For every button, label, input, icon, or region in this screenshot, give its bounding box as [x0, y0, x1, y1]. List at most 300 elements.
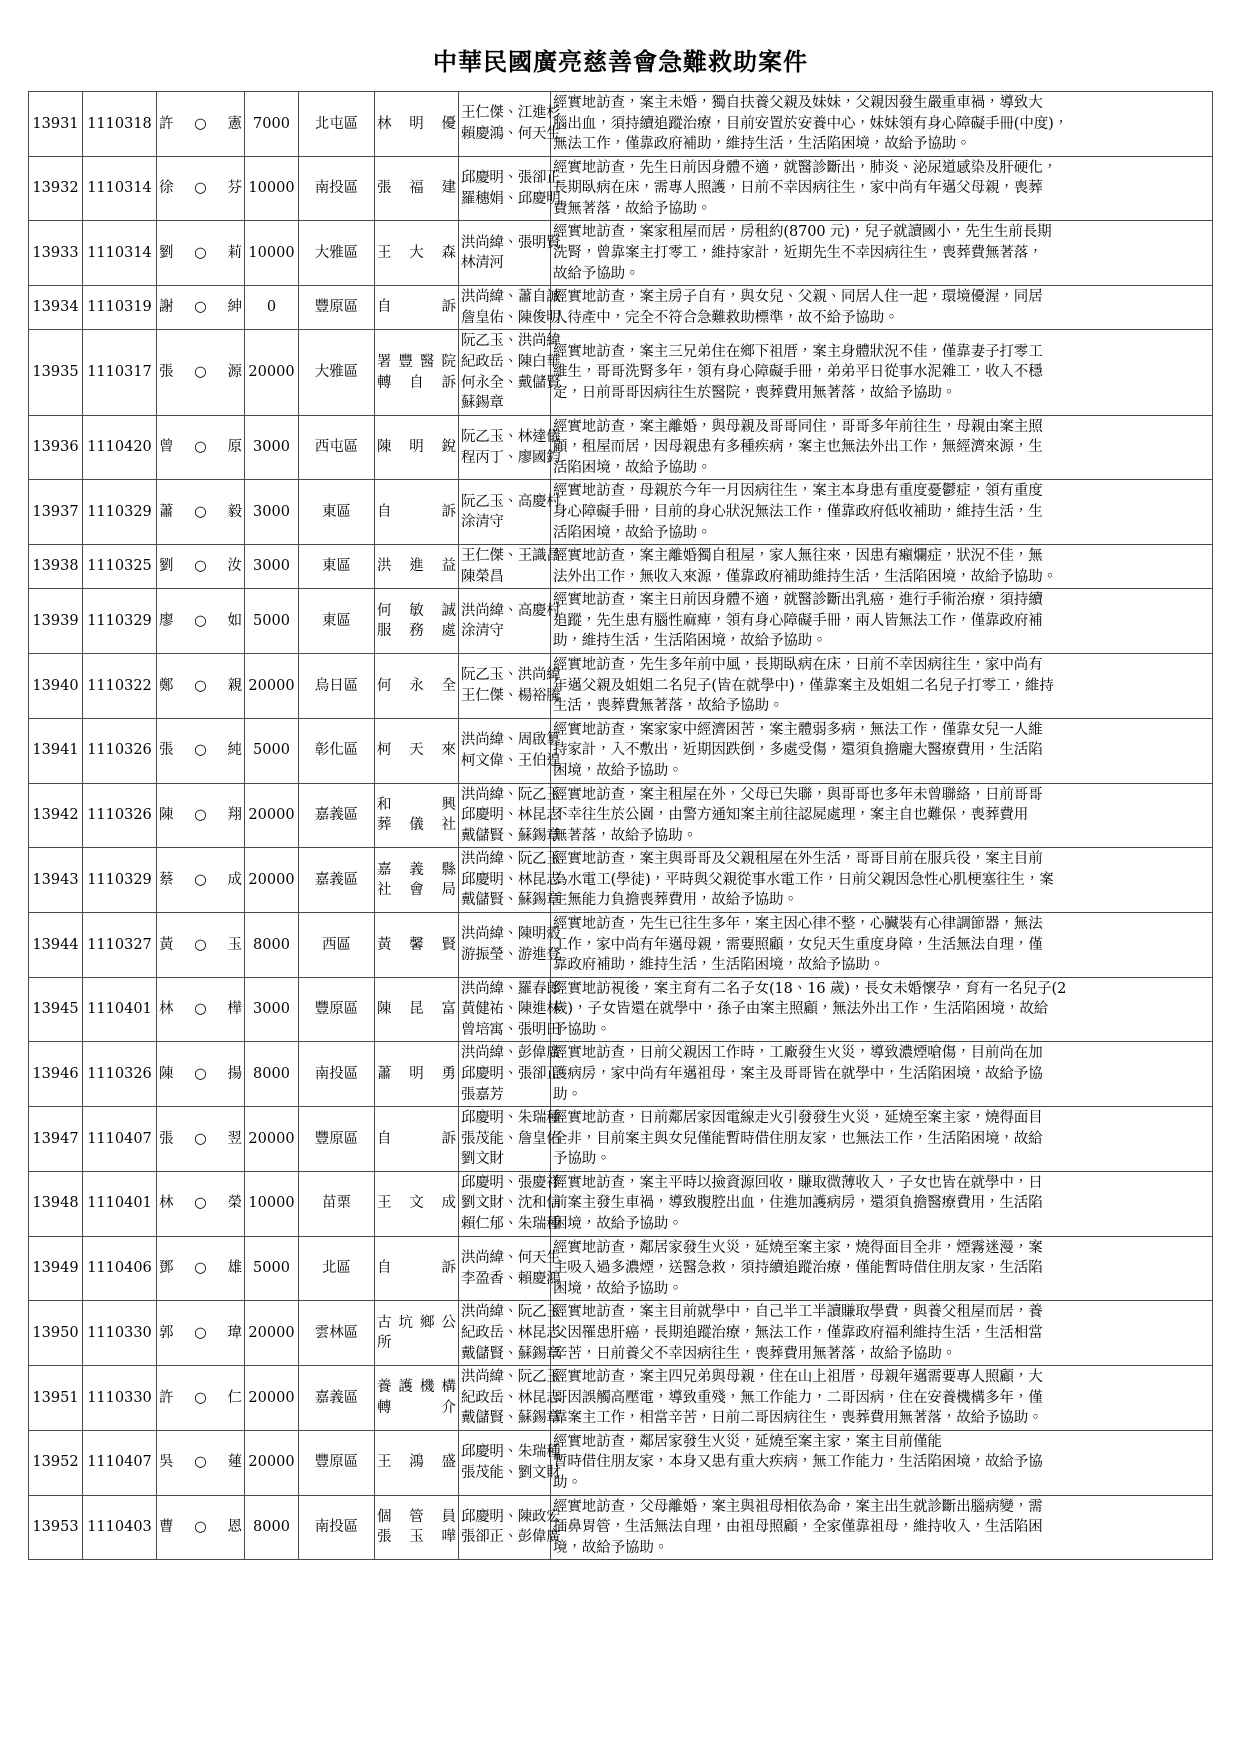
case-region: 豐原區	[299, 286, 375, 330]
description-line: 經實地訪查，案主房子自有，與女兒、父親、同居人住一起，環境優渥，同居	[553, 289, 1043, 306]
case-name: 廖 ○ 如	[157, 589, 245, 654]
description-line: 前案主發生車禍，導致腹腔出血，住進加護病房，還須負擔醫療費用，生活陷	[553, 1195, 1043, 1212]
case-name: 劉 ○ 莉	[157, 221, 245, 286]
source-line: 林 明 優	[377, 115, 456, 132]
case-id: 13941	[29, 718, 83, 783]
case-amount: 20000	[245, 654, 299, 719]
case-region: 東區	[299, 589, 375, 654]
source-line: 陳 明 銳	[377, 439, 456, 456]
description-line: 助，維持生活，生活陷困境，故給予協助。	[553, 633, 827, 650]
source-line: 署豐醫院	[377, 353, 456, 370]
volunteer-line: 李盈香、賴慶鴻	[461, 1270, 561, 1287]
volunteer-line: 劉文財	[461, 1151, 504, 1168]
description-line: 身心障礙手冊，目前的身心狀況無法工作，僅靠政府低收補助，維持生活，生	[553, 503, 1043, 520]
table-row	[29, 912, 1213, 977]
case-date: 1110317	[83, 330, 157, 415]
table-row	[29, 545, 1213, 589]
source-line: 自 訴	[377, 1260, 456, 1277]
case-date: 1110330	[83, 1301, 157, 1366]
volunteer-line: 王仁傑、江進杉	[461, 105, 561, 122]
volunteer-line: 林清河	[461, 255, 504, 272]
case-amount: 10000	[245, 156, 299, 221]
case-name: 許 ○ 仁	[157, 1366, 245, 1431]
case-volunteers	[459, 415, 561, 480]
case-amount: 5000	[245, 589, 299, 654]
volunteer-line: 戴儲賢、蘇錫章	[461, 1410, 561, 1427]
case-source	[375, 1301, 459, 1366]
case-description	[551, 1171, 1213, 1236]
volunteer-line: 洪尚緯、蕭自誠	[461, 289, 561, 306]
case-date: 1110407	[83, 1107, 157, 1172]
description-line: 腦出血，須持續追蹤治療，目前安置於安養中心，妹妹領有身心障礙手冊(中度)，	[553, 115, 1069, 132]
source-line: 張 玉 嘩	[377, 1529, 456, 1546]
case-date: 1110314	[83, 156, 157, 221]
case-source	[375, 1236, 459, 1301]
case-source	[375, 330, 459, 415]
source-line: 蕭 明 勇	[377, 1066, 456, 1083]
case-name: 吳 ○ 蓮	[157, 1430, 245, 1495]
volunteer-line: 戴儲賢、蘇錫章	[461, 827, 561, 844]
source-line: 養 護 機 構	[377, 1379, 456, 1396]
case-date: 1110322	[83, 654, 157, 719]
case-date: 1110329	[83, 848, 157, 913]
case-date: 1110318	[83, 92, 157, 157]
volunteer-line: 洪尚緯、周啟篡	[461, 732, 561, 749]
case-amount: 5000	[245, 1236, 299, 1301]
volunteer-line: 張嘉芳	[461, 1086, 504, 1103]
description-line: 生活，喪葬費無著落，故給予協助。	[553, 698, 784, 715]
description-line: 經實地訪視後，案主育有二名子女(18、16 歲)，長女未婚懷孕，育有一名兒子(2	[553, 980, 1067, 997]
case-source	[375, 480, 459, 545]
case-description	[551, 330, 1213, 415]
description-line: 持家計，入不敷出，近期因跌倒，多處受傷，還須負擔龐大醫療費用，生活陷	[553, 742, 1043, 759]
case-region: 嘉義區	[299, 1366, 375, 1431]
case-region: 東區	[299, 480, 375, 545]
volunteer-line: 柯文偉、王伯遑	[461, 752, 561, 769]
case-date: 1110401	[83, 977, 157, 1042]
volunteer-line: 張卻正、彭偉廣	[461, 1529, 561, 1546]
table-row	[29, 1236, 1213, 1301]
case-date: 1110326	[83, 718, 157, 783]
case-amount: 10000	[245, 221, 299, 286]
source-line: 何 永 全	[377, 677, 456, 694]
table-row	[29, 977, 1213, 1042]
case-name: 陳 ○ 翔	[157, 783, 245, 848]
case-description	[551, 156, 1213, 221]
case-date: 1110329	[83, 480, 157, 545]
case-date: 1110401	[83, 1171, 157, 1236]
case-id: 13933	[29, 221, 83, 286]
source-line: 葬 儀 社	[377, 817, 456, 834]
case-name: 徐 ○ 芬	[157, 156, 245, 221]
case-region: 彰化區	[299, 718, 375, 783]
case-volunteers	[459, 1301, 561, 1366]
case-description	[551, 718, 1213, 783]
volunteer-line: 洪尚緯、阮乙玉	[461, 1369, 561, 1386]
description-line: 插鼻胃管，生活無法自理，由祖母照顧，全家僅靠祖母，維持收入，生活陷困	[553, 1519, 1043, 1536]
case-source	[375, 848, 459, 913]
case-name: 蕭 ○ 毅	[157, 480, 245, 545]
case-description	[551, 221, 1213, 286]
case-volunteers	[459, 1171, 561, 1236]
volunteer-line: 洪尚緯、羅春郎	[461, 980, 561, 997]
description-line: 父因罹患肝癌，長期追蹤治療，無法工作，僅靠政府福利維持生活，生活相當	[553, 1324, 1043, 1341]
case-volunteers	[459, 1495, 561, 1560]
case-region: 南投區	[299, 156, 375, 221]
case-region: 北區	[299, 1236, 375, 1301]
case-description	[551, 783, 1213, 848]
case-description	[551, 92, 1213, 157]
description-line: 困境，故給予協助。	[553, 762, 683, 779]
description-line: 長期臥病在床，需專人照護，日前不幸因病往生，家中尚有年邁父母親，喪葬	[553, 180, 1043, 197]
case-name: 劉 ○ 汝	[157, 545, 245, 589]
case-volunteers	[459, 977, 561, 1042]
description-line: 靠案主工作，相當辛苦，日前二哥因病往生，喪葬費用無著落，故給予協助。	[553, 1410, 1043, 1427]
case-amount: 20000	[245, 848, 299, 913]
description-line: 助。	[553, 1086, 582, 1103]
case-volunteers	[459, 1366, 561, 1431]
volunteer-line: 邱慶明、朱瑞種	[461, 1110, 561, 1127]
case-source	[375, 92, 459, 157]
volunteer-line: 阮乙玉、洪尚緯	[461, 333, 561, 350]
case-volunteers	[459, 156, 561, 221]
volunteer-line: 邱慶明、張卻正	[461, 170, 561, 187]
case-id: 13942	[29, 783, 83, 848]
case-name: 鄭 ○ 親	[157, 654, 245, 719]
description-line: 經實地訪查，案主離婚，與母親及哥哥同住，哥哥多年前往生，母親由案主照	[553, 418, 1043, 435]
source-line: 王 文 成	[377, 1195, 456, 1212]
description-line: 護病房，家中尚有年邁祖母，案主及哥哥皆在就學中，生活陷困境，故給予協	[553, 1066, 1043, 1083]
case-id: 13948	[29, 1171, 83, 1236]
case-date: 1110329	[83, 589, 157, 654]
table-row	[29, 221, 1213, 286]
description-line: 為水電工(學徒)，平時與父親從事水電工作，日前父親因急性心肌梗塞往生，案	[553, 871, 1054, 888]
case-region: 嘉義區	[299, 848, 375, 913]
description-line: 歲)，子女皆還在就學中，孫子由案主照顧，無法外出工作，生活陷困境，故給	[553, 1001, 1049, 1018]
volunteer-line: 蘇錫章	[461, 395, 504, 412]
case-source	[375, 415, 459, 480]
volunteer-line: 程丙丁、廖國鈞	[461, 449, 561, 466]
volunteer-line: 游振瑩、游進登	[461, 946, 561, 963]
case-date: 1110403	[83, 1495, 157, 1560]
case-description	[551, 589, 1213, 654]
case-description	[551, 1236, 1213, 1301]
description-line: 洗腎，曾靠案主打零工，維持家計，近期先生不幸因病往生，喪葬費無著落，	[553, 245, 1043, 262]
source-line: 服 務 處	[377, 623, 456, 640]
volunteer-line: 賴仁郁、朱瑞種	[461, 1216, 561, 1233]
case-description	[551, 1495, 1213, 1560]
table-row	[29, 1495, 1213, 1560]
case-id: 13944	[29, 912, 83, 977]
case-source	[375, 1107, 459, 1172]
source-line: 和 興	[377, 796, 456, 813]
volunteer-line: 張茂能、劉文財	[461, 1464, 561, 1481]
case-name: 張 ○ 純	[157, 718, 245, 783]
case-region: 北屯區	[299, 92, 375, 157]
case-amount: 20000	[245, 1107, 299, 1172]
case-amount: 8000	[245, 1042, 299, 1107]
case-amount: 10000	[245, 1171, 299, 1236]
volunteer-line: 何永全、戴儲賢	[461, 374, 561, 391]
description-line: 經實地訪查，鄰居家發生火災，延燒至案主家，燒得面目全非，煙霧迷漫，案	[553, 1239, 1043, 1256]
source-line: 自 訴	[377, 299, 456, 316]
case-source	[375, 221, 459, 286]
case-region: 東區	[299, 545, 375, 589]
description-line: 定，日前哥哥因病往生於醫院，喪葬費用無著落，故給予協助。	[553, 384, 957, 401]
description-line: 活陷困境，故給予協助。	[553, 524, 712, 541]
description-line: 法外出工作，無收入來源，僅靠政府補助維持生活，生活陷困境，故給予協助。	[553, 568, 1057, 585]
case-id: 13946	[29, 1042, 83, 1107]
case-id: 13936	[29, 415, 83, 480]
case-table-body	[29, 92, 1213, 1560]
table-row	[29, 330, 1213, 415]
source-line: 個 管 員	[377, 1508, 456, 1525]
case-amount: 7000	[245, 92, 299, 157]
case-volunteers	[459, 848, 561, 913]
description-line: 活陷困境，故給予協助。	[553, 459, 712, 476]
volunteer-line: 洪尚緯、彭偉廣	[461, 1045, 561, 1062]
description-line: 經實地訪查，先生已往生多年，案主因心律不整，心臟裝有心律調節器，無法	[553, 915, 1043, 932]
description-line: 予協助。	[553, 1021, 611, 1038]
case-description	[551, 848, 1213, 913]
case-name: 曹 ○ 恩	[157, 1495, 245, 1560]
volunteer-line: 邱慶明、張卻正	[461, 1066, 561, 1083]
case-description	[551, 1430, 1213, 1495]
case-amount: 0	[245, 286, 299, 330]
volunteer-line: 詹皇佑、陳俊明	[461, 309, 561, 326]
case-description	[551, 286, 1213, 330]
source-line: 轉 自 訴	[377, 374, 456, 391]
table-row	[29, 286, 1213, 330]
case-id: 13951	[29, 1366, 83, 1431]
description-line: 經實地訪查，案主平時以撿資源回收，賺取微薄收入，子女也皆在就學中，日	[553, 1174, 1043, 1191]
volunteer-line: 洪尚緯、阮乙玉	[461, 1304, 561, 1321]
case-amount: 5000	[245, 718, 299, 783]
case-description	[551, 654, 1213, 719]
source-line: 王 鴻 盛	[377, 1454, 456, 1471]
case-volunteers	[459, 1430, 561, 1495]
case-id: 13931	[29, 92, 83, 157]
case-source	[375, 1366, 459, 1431]
source-line: 古坑鄉公	[377, 1314, 456, 1331]
case-volunteers	[459, 92, 561, 157]
table-row	[29, 1042, 1213, 1107]
case-id: 13950	[29, 1301, 83, 1366]
case-description	[551, 1107, 1213, 1172]
case-id: 13932	[29, 156, 83, 221]
source-line: 陳 昆 富	[377, 1001, 456, 1018]
case-id: 13943	[29, 848, 83, 913]
case-volunteers	[459, 330, 561, 415]
case-date: 1110326	[83, 1042, 157, 1107]
case-region: 豐原區	[299, 1107, 375, 1172]
volunteer-line: 曾培寓、張明田	[461, 1021, 561, 1038]
description-line: 經實地訪查，案家家中經濟困苦，案主體弱多病，無法工作，僅靠女兒一人維	[553, 721, 1043, 738]
description-line: 主吸入過多濃煙，送醫急救，須持續追蹤治療，僅能暫時借住朋友家，生活陷	[553, 1260, 1043, 1277]
case-amount: 20000	[245, 783, 299, 848]
case-source	[375, 783, 459, 848]
case-name: 許 ○ 憲	[157, 92, 245, 157]
description-line: 費無著落，故給予協助。	[553, 200, 712, 217]
case-name: 林 ○ 榮	[157, 1171, 245, 1236]
description-line: 主無能力負擔喪葬費用，故給予協助。	[553, 892, 798, 909]
description-line: 工作，家中尚有年邁母親，需要照顧，女兒天生重度身障，生活無法自理，僅	[553, 936, 1043, 953]
table-row	[29, 156, 1213, 221]
table-row	[29, 848, 1213, 913]
case-name: 郭 ○ 瑋	[157, 1301, 245, 1366]
case-volunteers	[459, 221, 561, 286]
source-line: 嘉 義 縣	[377, 861, 456, 878]
volunteer-line: 阮乙玉、林達儀	[461, 428, 561, 445]
volunteer-line: 戴儲賢、蘇錫章	[461, 892, 561, 909]
case-id: 13947	[29, 1107, 83, 1172]
case-amount: 3000	[245, 415, 299, 480]
case-name: 陳 ○ 揚	[157, 1042, 245, 1107]
description-line: 維生，哥哥洗腎多年，領有身心障礙手冊，弟弟平日從事水泥雜工，收入不穩	[553, 364, 1043, 381]
volunteer-line: 邱慶明、林昆志	[461, 871, 561, 888]
case-date: 1110327	[83, 912, 157, 977]
case-source	[375, 977, 459, 1042]
description-line: 靠政府補助，維持生活，生活陷困境，故給予協助。	[553, 957, 885, 974]
table-row	[29, 589, 1213, 654]
case-date: 1110420	[83, 415, 157, 480]
case-source	[375, 545, 459, 589]
description-line: 經實地訪查，案主離婚獨自租屋，家人無往來，因患有癩爛症，狀況不佳，無	[553, 548, 1043, 565]
volunteer-line: 紀政岳、林昆志	[461, 1324, 561, 1341]
description-line: 困境，故給予協助。	[553, 1280, 683, 1297]
description-line: 助。	[553, 1475, 582, 1491]
volunteer-line: 洪尚緯、高慶村	[461, 602, 561, 619]
case-id: 13949	[29, 1236, 83, 1301]
volunteer-line: 王仁傑、王識昌	[461, 548, 561, 565]
case-volunteers	[459, 286, 561, 330]
case-region: 烏日區	[299, 654, 375, 719]
volunteer-line: 劉文財、沈和信	[461, 1195, 561, 1212]
case-region: 西屯區	[299, 415, 375, 480]
case-id: 13953	[29, 1495, 83, 1560]
description-line: 經實地訪查，案主與哥哥及父親租屋在外生活，哥哥目前在服兵役，案主目前	[553, 851, 1043, 868]
volunteer-line: 洪尚緯、阮乙玉	[461, 851, 561, 868]
volunteer-line: 王仁傑、楊裕騰	[461, 687, 561, 704]
case-source	[375, 912, 459, 977]
volunteer-line: 涂清守	[461, 623, 504, 640]
case-id: 13935	[29, 330, 83, 415]
case-description	[551, 977, 1213, 1042]
case-amount: 20000	[245, 330, 299, 415]
case-region: 苗栗	[299, 1171, 375, 1236]
description-line: 無著落，故給予協助。	[553, 827, 697, 844]
table-row	[29, 92, 1213, 157]
volunteer-line: 黃健祐、陳進林	[461, 1001, 561, 1018]
description-line: 不幸往生於公園，由警方通知案主前往認屍處理，案主自也難保，喪葬費用	[553, 807, 1029, 824]
description-line: 經實地訪查，鄰居家發生火災，延燒至案主家，案主目前僅能	[553, 1433, 942, 1450]
volunteer-line: 紀政岳、陳白華	[461, 353, 561, 370]
case-id: 13937	[29, 480, 83, 545]
volunteer-line: 洪尚緯、何天生	[461, 1249, 561, 1266]
case-date: 1110326	[83, 783, 157, 848]
case-amount: 3000	[245, 977, 299, 1042]
description-line: 予協助。	[553, 1151, 611, 1168]
source-line: 王 大 森	[377, 245, 456, 262]
case-volunteers	[459, 783, 561, 848]
source-line: 柯 天 來	[377, 742, 456, 759]
source-line: 洪 進 益	[377, 558, 456, 575]
case-name: 林 ○ 樺	[157, 977, 245, 1042]
description-line: 經實地訪查，案家租屋而居，房租約(8700 元)，兒子就讀國小，先生生前長期	[553, 224, 1052, 241]
case-amount: 8000	[245, 912, 299, 977]
volunteer-line: 涂清守	[461, 514, 504, 531]
table-row	[29, 718, 1213, 783]
case-name: 蔡 ○ 成	[157, 848, 245, 913]
case-volunteers	[459, 1107, 561, 1172]
volunteer-line: 洪尚緯、陳明殼	[461, 926, 561, 943]
description-line: 年邁父親及姐姐二名兒子(皆在就學中)，僅靠案主及姐姐二名兒子打零工，維持	[553, 677, 1054, 694]
case-region: 嘉義區	[299, 783, 375, 848]
volunteer-line: 洪尚緯、阮乙玉	[461, 786, 561, 803]
case-amount: 3000	[245, 480, 299, 545]
case-region: 南投區	[299, 1042, 375, 1107]
case-date: 1110406	[83, 1236, 157, 1301]
case-volunteers	[459, 1236, 561, 1301]
case-volunteers	[459, 718, 561, 783]
volunteer-line: 阮乙玉、高慶村	[461, 493, 561, 510]
case-region: 南投區	[299, 1495, 375, 1560]
case-volunteers	[459, 1042, 561, 1107]
case-name: 謝 ○ 紳	[157, 286, 245, 330]
volunteer-line: 紀政岳、林昆志	[461, 1389, 561, 1406]
case-id: 13940	[29, 654, 83, 719]
case-amount: 20000	[245, 1366, 299, 1431]
table-row	[29, 1366, 1213, 1431]
table-row	[29, 654, 1213, 719]
description-line: 經實地訪查，案主四兄弟與母親，住在山上祖厝，母親年邁需要專人照顧，大	[553, 1369, 1043, 1386]
description-line: 追蹤，先生患有腦性麻痺，領有身心障礙手冊，兩人皆無法工作，僅靠政府補	[553, 612, 1043, 629]
case-region: 雲林區	[299, 1301, 375, 1366]
source-line: 所	[377, 1335, 392, 1352]
case-source	[375, 156, 459, 221]
case-id: 13945	[29, 977, 83, 1042]
case-source	[375, 1171, 459, 1236]
case-region: 大雅區	[299, 221, 375, 286]
case-volunteers	[459, 589, 561, 654]
case-name: 黃 ○ 玉	[157, 912, 245, 977]
case-volunteers	[459, 480, 561, 545]
description-line: 全非，目前案主與女兒僅能暫時借住朋友家，也無法工作，生活陷困境，故給	[553, 1130, 1043, 1147]
description-line: 經實地訪查，日前父親因工作時，工廠發生火災，導致濃煙嗆傷，目前尚在加	[553, 1045, 1043, 1062]
description-line: 經實地訪查，案主租屋在外，父母已失聯，與哥哥也多年未曾聯絡，日前哥哥	[553, 786, 1043, 803]
case-region: 豐原區	[299, 977, 375, 1042]
case-description	[551, 1042, 1213, 1107]
case-date: 1110319	[83, 286, 157, 330]
case-volunteers	[459, 912, 561, 977]
volunteer-line: 戴儲賢、蘇錫章	[461, 1345, 561, 1362]
case-id: 13938	[29, 545, 83, 589]
case-volunteers	[459, 654, 561, 719]
case-description	[551, 415, 1213, 480]
case-volunteers	[459, 545, 561, 589]
case-name: 張 ○ 源	[157, 330, 245, 415]
case-date: 1110325	[83, 545, 157, 589]
description-line: 顧，租屋而居，因母親患有多種疾病，案主也無法外出工作，無經濟來源，生	[553, 439, 1043, 456]
source-line: 社 會 局	[377, 882, 456, 899]
table-row	[29, 783, 1213, 848]
case-table	[28, 91, 1213, 1560]
description-line: 無法工作，僅靠政府補助，維持生活，生活陷困境，故給予協助。	[553, 136, 971, 153]
description-line: 故給予協助。	[553, 265, 640, 282]
table-row	[29, 1107, 1213, 1172]
volunteer-line: 張茂能、詹皇佑	[461, 1130, 561, 1147]
case-source	[375, 286, 459, 330]
